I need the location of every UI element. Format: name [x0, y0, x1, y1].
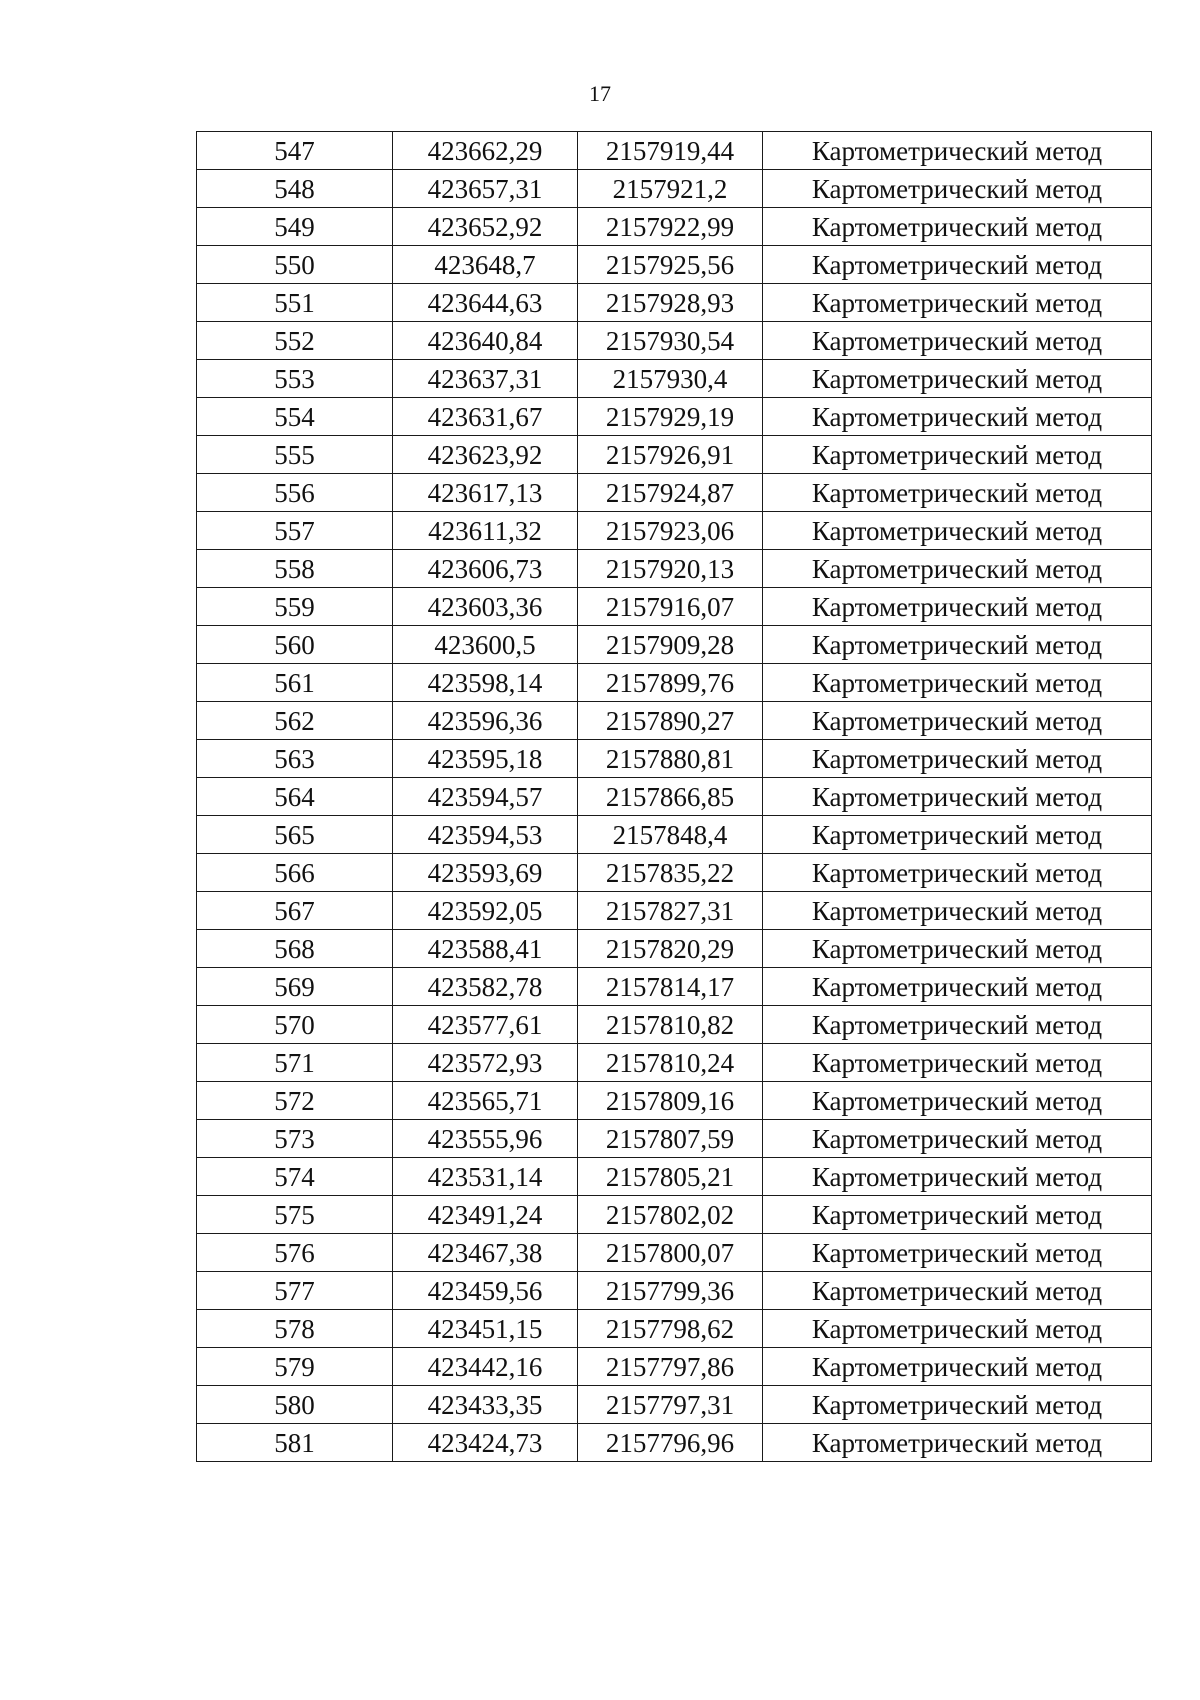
y-coordinate-cell: 2157797,31 [578, 1386, 763, 1424]
point-number-cell: 565 [197, 816, 393, 854]
y-coordinate-cell: 2157909,28 [578, 626, 763, 664]
point-number-cell: 553 [197, 360, 393, 398]
x-coordinate-cell: 423640,84 [393, 322, 578, 360]
method-cell: Картометрический метод [763, 436, 1152, 474]
point-number-cell: 568 [197, 930, 393, 968]
y-coordinate-cell: 2157922,99 [578, 208, 763, 246]
y-coordinate-cell: 2157919,44 [578, 132, 763, 170]
table-row [197, 816, 1152, 854]
table-row [197, 284, 1152, 322]
y-coordinate-cell: 2157809,16 [578, 1082, 763, 1120]
method-cell: Картометрический метод [763, 474, 1152, 512]
y-coordinate-cell: 2157930,4 [578, 360, 763, 398]
x-coordinate-cell: 423598,14 [393, 664, 578, 702]
method-cell: Картометрический метод [763, 626, 1152, 664]
y-coordinate-cell: 2157835,22 [578, 854, 763, 892]
point-number-cell: 581 [197, 1424, 393, 1462]
x-coordinate-cell: 423577,61 [393, 1006, 578, 1044]
point-number-cell: 577 [197, 1272, 393, 1310]
method-cell: Картометрический метод [763, 1196, 1152, 1234]
table-row [197, 1348, 1152, 1386]
x-coordinate-cell: 423596,36 [393, 702, 578, 740]
table-row [197, 1272, 1152, 1310]
table-row [197, 132, 1152, 170]
point-number-cell: 550 [197, 246, 393, 284]
table-row [197, 1424, 1152, 1462]
point-number-cell: 552 [197, 322, 393, 360]
x-coordinate-cell: 423648,7 [393, 246, 578, 284]
x-coordinate-cell: 423611,32 [393, 512, 578, 550]
y-coordinate-cell: 2157929,19 [578, 398, 763, 436]
method-cell: Картометрический метод [763, 512, 1152, 550]
table-row [197, 778, 1152, 816]
x-coordinate-cell: 423588,41 [393, 930, 578, 968]
table-row [197, 1006, 1152, 1044]
y-coordinate-cell: 2157930,54 [578, 322, 763, 360]
table-row [197, 474, 1152, 512]
x-coordinate-cell: 423631,67 [393, 398, 578, 436]
method-cell: Картометрический метод [763, 740, 1152, 778]
point-number-cell: 561 [197, 664, 393, 702]
y-coordinate-cell: 2157924,87 [578, 474, 763, 512]
point-number-cell: 573 [197, 1120, 393, 1158]
x-coordinate-cell: 423433,35 [393, 1386, 578, 1424]
method-cell: Картометрический метод [763, 1386, 1152, 1424]
y-coordinate-cell: 2157925,56 [578, 246, 763, 284]
table-row [197, 626, 1152, 664]
y-coordinate-cell: 2157827,31 [578, 892, 763, 930]
x-coordinate-cell: 423644,63 [393, 284, 578, 322]
method-cell: Картометрический метод [763, 1082, 1152, 1120]
table-row [197, 170, 1152, 208]
y-coordinate-cell: 2157848,4 [578, 816, 763, 854]
table-row [197, 1386, 1152, 1424]
point-number-cell: 571 [197, 1044, 393, 1082]
x-coordinate-cell: 423459,56 [393, 1272, 578, 1310]
point-number-cell: 564 [197, 778, 393, 816]
point-number-cell: 548 [197, 170, 393, 208]
table-row [197, 1310, 1152, 1348]
point-number-cell: 558 [197, 550, 393, 588]
table-row [197, 740, 1152, 778]
table-row [197, 512, 1152, 550]
table-row [197, 436, 1152, 474]
x-coordinate-cell: 423600,5 [393, 626, 578, 664]
point-number-cell: 562 [197, 702, 393, 740]
method-cell: Картометрический метод [763, 1348, 1152, 1386]
x-coordinate-cell: 423442,16 [393, 1348, 578, 1386]
x-coordinate-cell: 423606,73 [393, 550, 578, 588]
table-row [197, 702, 1152, 740]
x-coordinate-cell: 423662,29 [393, 132, 578, 170]
point-number-cell: 570 [197, 1006, 393, 1044]
y-coordinate-cell: 2157899,76 [578, 664, 763, 702]
x-coordinate-cell: 423467,38 [393, 1234, 578, 1272]
y-coordinate-cell: 2157880,81 [578, 740, 763, 778]
x-coordinate-cell: 423531,14 [393, 1158, 578, 1196]
y-coordinate-cell: 2157820,29 [578, 930, 763, 968]
point-number-cell: 554 [197, 398, 393, 436]
y-coordinate-cell: 2157923,06 [578, 512, 763, 550]
method-cell: Картометрический метод [763, 968, 1152, 1006]
x-coordinate-cell: 423652,92 [393, 208, 578, 246]
method-cell: Картометрический метод [763, 246, 1152, 284]
point-number-cell: 567 [197, 892, 393, 930]
method-cell: Картометрический метод [763, 854, 1152, 892]
method-cell: Картометрический метод [763, 132, 1152, 170]
point-number-cell: 556 [197, 474, 393, 512]
point-number-cell: 575 [197, 1196, 393, 1234]
y-coordinate-cell: 2157928,93 [578, 284, 763, 322]
method-cell: Картометрический метод [763, 588, 1152, 626]
method-cell: Картометрический метод [763, 1006, 1152, 1044]
x-coordinate-cell: 423603,36 [393, 588, 578, 626]
point-number-cell: 579 [197, 1348, 393, 1386]
table-row [197, 360, 1152, 398]
table-row [197, 588, 1152, 626]
method-cell: Картометрический метод [763, 1234, 1152, 1272]
x-coordinate-cell: 423595,18 [393, 740, 578, 778]
method-cell: Картометрический метод [763, 1310, 1152, 1348]
y-coordinate-cell: 2157866,85 [578, 778, 763, 816]
coordinates-table [196, 131, 1152, 1462]
x-coordinate-cell: 423594,53 [393, 816, 578, 854]
y-coordinate-cell: 2157800,07 [578, 1234, 763, 1272]
x-coordinate-cell: 423637,31 [393, 360, 578, 398]
table-row [197, 1082, 1152, 1120]
table-row [197, 246, 1152, 284]
point-number-cell: 560 [197, 626, 393, 664]
method-cell: Картометрический метод [763, 322, 1152, 360]
method-cell: Картометрический метод [763, 892, 1152, 930]
x-coordinate-cell: 423617,13 [393, 474, 578, 512]
method-cell: Картометрический метод [763, 1424, 1152, 1462]
x-coordinate-cell: 423582,78 [393, 968, 578, 1006]
x-coordinate-cell: 423592,05 [393, 892, 578, 930]
y-coordinate-cell: 2157796,96 [578, 1424, 763, 1462]
point-number-cell: 569 [197, 968, 393, 1006]
x-coordinate-cell: 423594,57 [393, 778, 578, 816]
table-row [197, 322, 1152, 360]
method-cell: Картометрический метод [763, 398, 1152, 436]
method-cell: Картометрический метод [763, 360, 1152, 398]
point-number-cell: 547 [197, 132, 393, 170]
method-cell: Картометрический метод [763, 550, 1152, 588]
y-coordinate-cell: 2157798,62 [578, 1310, 763, 1348]
point-number-cell: 563 [197, 740, 393, 778]
y-coordinate-cell: 2157814,17 [578, 968, 763, 1006]
coordinates-table-body [197, 132, 1152, 1462]
y-coordinate-cell: 2157810,24 [578, 1044, 763, 1082]
y-coordinate-cell: 2157916,07 [578, 588, 763, 626]
table-row [197, 208, 1152, 246]
y-coordinate-cell: 2157802,02 [578, 1196, 763, 1234]
point-number-cell: 555 [197, 436, 393, 474]
table-row [197, 550, 1152, 588]
y-coordinate-cell: 2157810,82 [578, 1006, 763, 1044]
table-row [197, 1234, 1152, 1272]
point-number-cell: 572 [197, 1082, 393, 1120]
table-row [197, 854, 1152, 892]
y-coordinate-cell: 2157921,2 [578, 170, 763, 208]
method-cell: Картометрический метод [763, 664, 1152, 702]
x-coordinate-cell: 423657,31 [393, 170, 578, 208]
table-row [197, 1120, 1152, 1158]
y-coordinate-cell: 2157799,36 [578, 1272, 763, 1310]
x-coordinate-cell: 423623,92 [393, 436, 578, 474]
method-cell: Картометрический метод [763, 778, 1152, 816]
y-coordinate-cell: 2157890,27 [578, 702, 763, 740]
table-row [197, 930, 1152, 968]
method-cell: Картометрический метод [763, 1120, 1152, 1158]
point-number-cell: 566 [197, 854, 393, 892]
point-number-cell: 576 [197, 1234, 393, 1272]
point-number-cell: 574 [197, 1158, 393, 1196]
y-coordinate-cell: 2157926,91 [578, 436, 763, 474]
y-coordinate-cell: 2157807,59 [578, 1120, 763, 1158]
table-row [197, 1044, 1152, 1082]
table-row [197, 398, 1152, 436]
table-row [197, 664, 1152, 702]
table-row [197, 968, 1152, 1006]
page-number: 17 [589, 81, 611, 106]
method-cell: Картометрический метод [763, 1044, 1152, 1082]
method-cell: Картометрический метод [763, 702, 1152, 740]
x-coordinate-cell: 423565,71 [393, 1082, 578, 1120]
method-cell: Картометрический метод [763, 816, 1152, 854]
x-coordinate-cell: 423451,15 [393, 1310, 578, 1348]
x-coordinate-cell: 423555,96 [393, 1120, 578, 1158]
point-number-cell: 551 [197, 284, 393, 322]
table-row [197, 1196, 1152, 1234]
point-number-cell: 559 [197, 588, 393, 626]
x-coordinate-cell: 423593,69 [393, 854, 578, 892]
point-number-cell: 578 [197, 1310, 393, 1348]
method-cell: Картометрический метод [763, 1158, 1152, 1196]
x-coordinate-cell: 423572,93 [393, 1044, 578, 1082]
point-number-cell: 557 [197, 512, 393, 550]
y-coordinate-cell: 2157805,21 [578, 1158, 763, 1196]
method-cell: Картометрический метод [763, 284, 1152, 322]
method-cell: Картометрический метод [763, 208, 1152, 246]
method-cell: Картометрический метод [763, 930, 1152, 968]
x-coordinate-cell: 423424,73 [393, 1424, 578, 1462]
point-number-cell: 580 [197, 1386, 393, 1424]
method-cell: Картометрический метод [763, 1272, 1152, 1310]
x-coordinate-cell: 423491,24 [393, 1196, 578, 1234]
y-coordinate-cell: 2157797,86 [578, 1348, 763, 1386]
method-cell: Картометрический метод [763, 170, 1152, 208]
table-row [197, 1158, 1152, 1196]
table-row [197, 892, 1152, 930]
y-coordinate-cell: 2157920,13 [578, 550, 763, 588]
point-number-cell: 549 [197, 208, 393, 246]
